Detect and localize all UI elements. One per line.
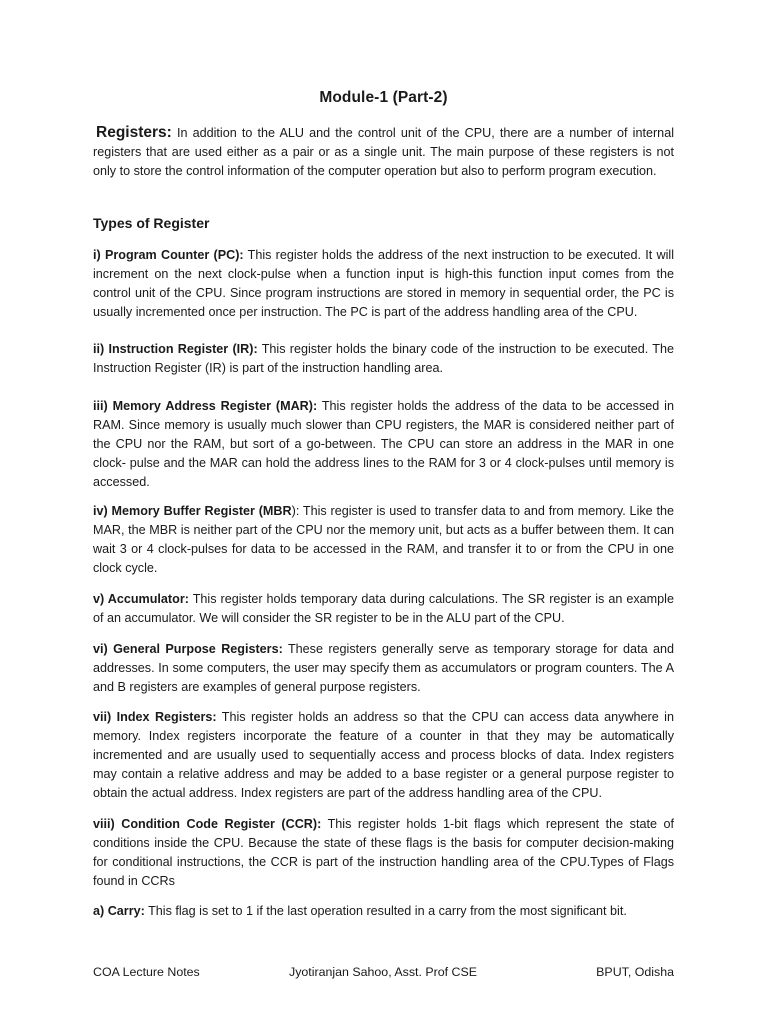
intro-paragraph [93,124,674,181]
registers-heading: Registers: [96,124,172,141]
page-title: Module-1 (Part-2) [319,89,448,106]
section-text: This register holds the address of the data to be accessed in RAM. Since memory is usually much slower than CPU registers, the MAR is considered neither part of the CPU nor the RAM, but sort of a go-between. The CPU can store an address in the MAR in one clock- pulse and the MAR can hold the address lines to the RAM for 3 or 4 clock-pulses until memory is accessed. [93,399,674,489]
section-text: This register holds 1-bit flags which represent the state of conditions inside the CPU. Because the state of these flags is the basis for computer decision-making for conditional instructions, the CCR is part of the instruction handling area of the CPU.Types of Flags found in CCRs [93,817,675,888]
section-text: These registers generally serve as temporary storage for data and addresses. In some computers, the user may specify them as accumulators or program counters. The A and B registers are examples of general purpose registers. [93,642,674,694]
page-footer [93,965,674,983]
section-label: i) Program Counter (PC): [93,248,244,262]
section-label: vii) Index Registers: [93,710,217,724]
section-text: This register holds temporary data during calculations. The SR register is an example of an accumulator. We will consider the SR register to be in the ALU part of the CPU. [93,592,674,625]
section-text: This register holds an address so that the CPU can access data anywhere in memory. Index registers incorporate the feature of a counter in that they may be automatically incremented and are usually used to sequentially access and process blocks of data. Index registers may contain a relative address and may be added to a base register or a general purpose register to obtain the actual address. Index registers are part of the address handling area of the CPU. [93,710,674,800]
section-label: viii) Condition Code Register (CCR): [93,817,322,831]
section-index-registers [93,708,674,803]
section-label: vi) General Purpose Registers: [93,642,283,656]
section-label: a) Carry: [93,904,145,918]
section-general-purpose-registers [93,640,674,697]
section-label: iv) Memory Buffer Register (MBR [93,504,292,518]
section-label: iii) Memory Address Register (MAR): [93,399,318,413]
section-instruction-register [93,340,674,378]
section-label: ii) Instruction Register (IR): [93,342,258,356]
footer-course: COA Lecture Notes [93,965,200,979]
section-condition-code-register [93,815,674,891]
section-memory-buffer-register [93,502,674,578]
section-text: This register holds the address of the next instruction to be executed. It will increment on the next clock-pulse when a function input is high-this function input comes from the control unit of the CPU. Since program instructions are stored in memory in sequential order, the PC is usually incremented once per instruction. The PC is part of the address handling area of the CPU. [93,248,674,319]
section-text: This flag is set to 1 if the last operation resulted in a carry from the most significant bit. [144,904,627,918]
footer-institution: BPUT, Odisha [596,965,674,979]
section-program-counter [93,246,674,322]
section-text: This register holds the binary code of the instruction to be executed. The Instruction Register (IR) is part of the instruction handling area. [93,342,674,375]
section-text: ): This register is used to transfer data to and from memory. Like the MAR, the MBR is neither part of the CPU nor the memory unit, but acts as a buffer between them. It can wait 3 or 4 clock-pulses for data to be accessed in the RAM, and transfer it to or from the CPU in one clock cycle. [93,504,674,575]
section-accumulator [93,590,674,628]
types-heading: Types of Register [93,215,210,231]
footer-author: Jyotiranjan Sahoo, Asst. Prof CSE [289,965,478,979]
section-label: v) Accumulator: [93,592,189,606]
intro-text: In addition to the ALU and the control unit of the CPU, there are a number of internal registers that are used either as a pair or as a single unit. The main purpose of these registers is not only to store the control information of the computer operation but also to perform program execution. [93,126,674,178]
section-carry-flag [93,902,674,921]
section-memory-address-register [93,397,674,492]
